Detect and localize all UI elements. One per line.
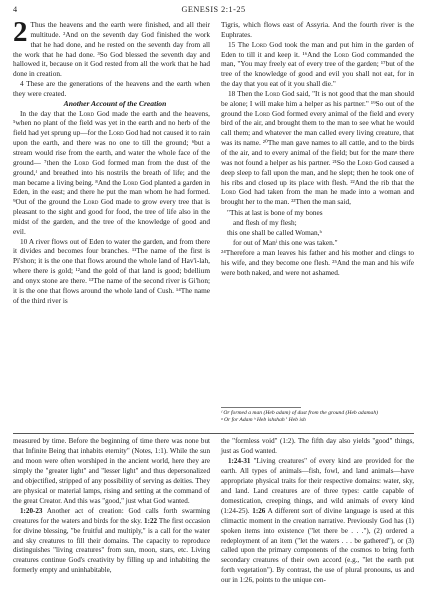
section-heading: Another Account of the Creation bbox=[63, 98, 167, 108]
scripture-right-column bbox=[221, 20, 414, 278]
chapter-dropcap: 2 bbox=[13, 16, 28, 48]
commentary-paragraph: measured by time. Before the beginning of time there was none but that Infinite Being that inhabits eternity" (Notes, 1:1). While the sun and moon were often worshiped in the ancient world, here they are simply the "greater light" and "lesser light" and thus depersonalized and objectified, stripped of any possibility of serving as deities. They are physical or material lamps, rising and setting at the command of the great Creator. And this was "good," just what God wanted. bbox=[13, 437, 210, 505]
poem-line: and flesh of my flesh; bbox=[233, 217, 297, 227]
verse-2-1-3: 2 Thus the heavens and the earth were finished, and all their multitude. ²And on the seventh day God finished the work that he had done, and he rested on the seventh day from all the work that he had done. ³So God blessed the seventh day and hallowed it, because on it God rested from all the work that he had done in creation. bbox=[13, 16, 210, 79]
running-head: GENESIS 2:1-25 bbox=[181, 5, 246, 14]
verses-15-17: 15 The Lord God took the man and put him in the garden of Eden to till it and keep it. ¹⁶And the Lord God commanded the man, "You may freely eat of every tree of the garden; ¹⁷but of the tree of the knowledge of good and evil you shall not eat, for in the day that you eat of it you shall die." bbox=[221, 39, 414, 89]
commentary-paragraph: 1:24-31 "Living creatures" of every kind are provided for the earth. All types of animals—fish, fowl, and land animals—have appropriate physical traits for their respective domains: water, sky, and land. Land creatures are of three types: cattle capable of domestication, creeping things, and wild animals of every kind (1:24-25). 1:26 A different sort of divine language is used at this climactic moment in the creation narrative. Previously God has (1) spoken items into existence ("let there be . . ."), (2) ordered a redeployment of an item ("let the waters . . . be gathered"), or (3) called upon the primary components of the cosmos to bring forth secondary creatures of their own accord (e.g., "let the earth put forth vegetation"). By contrast, the use of plural pronouns, us and our in 1:26, points to the unique cen- bbox=[221, 456, 414, 585]
verse-reference: 1:26 bbox=[252, 506, 266, 515]
page-header bbox=[13, 4, 414, 16]
commentary-right-column bbox=[221, 437, 414, 586]
commentary-divider bbox=[13, 433, 414, 434]
footnote-f: ᶠ Or formed a man (Heb adam) of dust from the ground (Heb adamah) bbox=[221, 410, 379, 416]
verse-2-4: 4 These are the generations of the heavens and the earth when they were created. bbox=[13, 79, 210, 98]
verse-reference: 1:22 bbox=[144, 516, 158, 525]
verses-24-25: ²⁴Therefore a man leaves his father and his mother and clings to his wife, and they become one flesh. ²⁵And the man and his wife were both naked, and were not ashamed. bbox=[221, 248, 414, 278]
footnotes bbox=[221, 410, 414, 425]
verses-18-23: 18 Then the Lord God said, "It is not good that the man should be alone; I will make him a helper as his partner." ¹⁹So out of the ground the Lord God formed every animal of the field and every bird of the air, and brought them to the man to see what he would call them; and whatever the man called every living creature, that was its name. ²⁰The man gave names to all cattle, and to the birds of the air, and to every animal of the field; but for the manᵍ there was not found a helper as his partner. ²¹So the Lord God caused a deep sleep to fall upon the man, and he slept; then he took one of his ribs and closed up its place with flesh. ²²And the rib that the Lord God had taken from the man he made into a woman and brought her to the man. ²³Then the man said, bbox=[221, 88, 414, 207]
poem-line: for out of Manⁱ this one was taken." bbox=[233, 237, 338, 247]
verses-4-9: In the day that the Lord God made the earth and the heavens, ⁵when no plant of the field was yet in the earth and no herb of the field had yet sprung up—for the Lord God had not caused it to rain upon the earth, and there was no one to till the ground; ⁶but a stream would rise from the earth, and water the whole face of the ground— ⁷then the Lord God formed man from the dust of the ground,ᶠ and breathed into his nostrils the breath of life; and the man became a living being. ⁸And the Lord God planted a garden in Eden, in the east; and there he put the man whom he had formed. ⁹Out of the ground the Lord God made to grow every tree that is pleasant to the sight and good for food, the tree of life also in the midst of the garden, and the tree of the knowledge of good and evil. bbox=[13, 108, 210, 236]
footnote-g-h-i: ᵍ Or for Adam ʰ Heb ishshah ⁱ Heb ish bbox=[221, 417, 306, 424]
verse-reference: 1:20-23 bbox=[20, 506, 43, 515]
poem-line: "This at last is bone of my bones bbox=[227, 208, 323, 218]
footnote-rule bbox=[221, 407, 301, 408]
scripture-left-column bbox=[13, 16, 210, 305]
verse-reference: 1:24-31 bbox=[228, 456, 251, 465]
verses-10-14: 10 A river flows out of Eden to water the garden, and from there it divides and becomes four branches. ¹¹The name of the first is Pi'shon; it is the one that flows around the whole land of Hav'i-lah, where there is gold; ¹²and the gold of that land is good; bdellium and onyx stone are there. ¹³The name of the second river is Gi'hon; it is the one that flows around the whole land of Cush. ¹⁴The name of the third river is bbox=[13, 236, 210, 305]
poetry-block bbox=[221, 208, 414, 247]
commentary-left-column bbox=[13, 437, 210, 576]
commentary-paragraph: the "formless void" (1:2). The fifth day also yields "good" things, just as God wanted. bbox=[221, 437, 414, 455]
page-number: 4 bbox=[13, 5, 18, 14]
poem-line: this one shall be called Woman,ʰ bbox=[227, 227, 322, 237]
verse-14-cont: Tigris, which flows east of Assyria. And the fourth river is the Euphrates. bbox=[221, 20, 414, 39]
commentary-paragraph: 1:20-23 Another act of creation: God calls forth swarming creatures for the waters and birds for the sky. 1:22 The first occasion for divine blessing, "be fruitful and multiply," is a call for the water and sky creatures to fill their domains. The capacity to reproduce distinguishes "living creatures" from sun, moon, stars, etc. Living creatures continue God's creativity by filling up and inhabiting the formerly empty and uninhabitable, bbox=[13, 506, 211, 575]
